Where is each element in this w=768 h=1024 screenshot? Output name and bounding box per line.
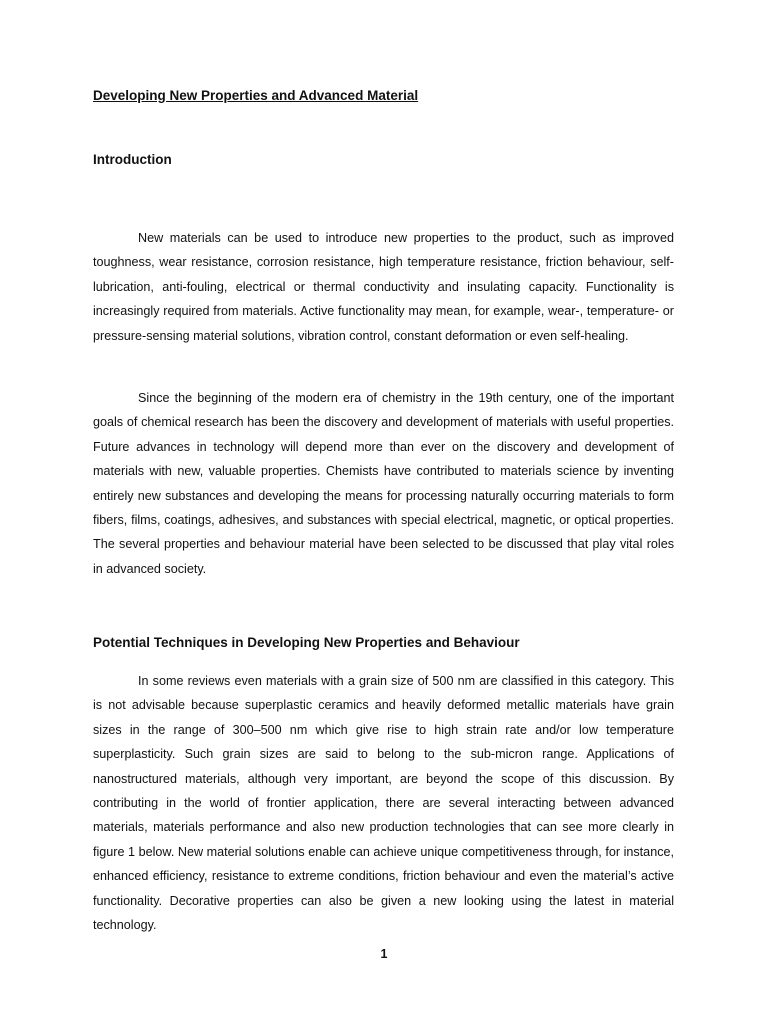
paragraph: New materials can be used to introduce new properties to the product, such as improved toughness, wear resistance, corrosion resistance, high temperature resistance, friction behaviour, self-lubrication, anti-fouling, electrical or thermal conductivity and insulating capacity. Functionality is increasingly required from materials. Active functionality may mean, for example, wear-, temperature- or pressure-sensing material solutions, vibration control, constant deformation or even self-healing. bbox=[93, 231, 674, 343]
section-heading-potential-techniques: Potential Techniques in Developing New Properties and Behaviour bbox=[93, 635, 520, 650]
section-heading-introduction: Introduction bbox=[93, 152, 172, 167]
page-number: 1 bbox=[380, 947, 388, 961]
document-title: Developing New Properties and Advanced Material bbox=[93, 88, 419, 103]
paragraph: Since the beginning of the modern era of chemistry in the 19th century, one of the important goals of chemical research has been the discovery and development of materials with useful properties. Future advances in technology will depend more than ever on the discovery and development of materials with new, valuable properties. Chemists have contributed to materials science by inventing entirely new substances and developing the means for processing naturally occurring materials to form fibers, films, coatings, adhesives, and substances with special electrical, magnetic, or optical properties. The several properties and behaviour material have been selected to be discussed that play vital roles in advanced society. bbox=[93, 391, 674, 576]
paragraph: In some reviews even materials with a grain size of 500 nm are classified in this category. This is not advisable because superplastic ceramics and heavily deformed metallic materials have grain sizes in the range of 300–500 nm which give rise to high strain rate and/or low temperature superplasticity. Such grain sizes are said to belong to the sub-micron range. Applications of nanostructured materials, although very important, are beyond the scope of this discussion. By contributing in the world of frontier application, there are several interacting between advanced materials, materials performance and also new production technologies that can see more clearly in figure 1 below. New material solutions enable can achieve unique competitiveness through, for instance, enhanced efficiency, resistance to extreme conditions, friction behaviour and even the material’s active functionality. Decorative properties can also be given a new looking using the latest in material technology. bbox=[93, 674, 674, 933]
